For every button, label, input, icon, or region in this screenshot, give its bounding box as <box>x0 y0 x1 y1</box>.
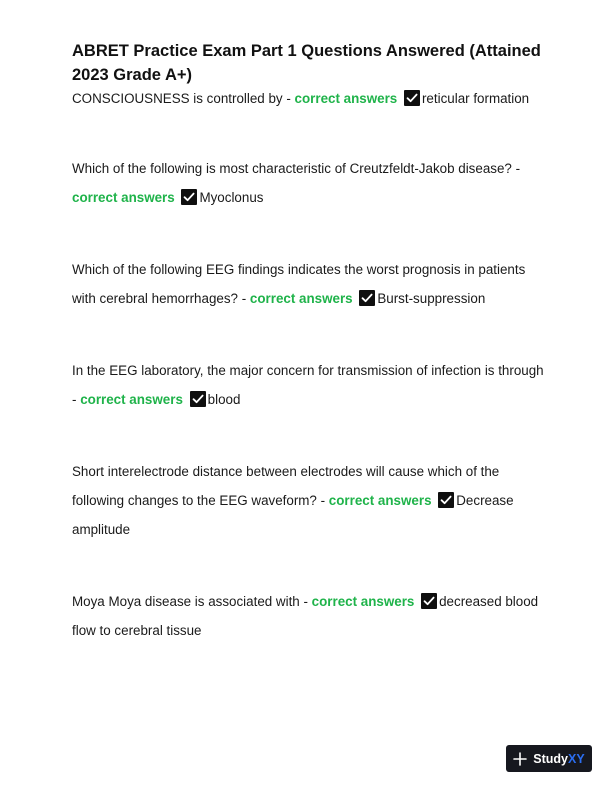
correct-answers-label: correct answers <box>72 190 175 205</box>
separator: - <box>237 291 250 306</box>
page-title: ABRET Practice Exam Part 1 Questions Answered (Attained 2023 Grade A+) <box>72 42 541 84</box>
answer-text: reticular formation <box>421 91 530 106</box>
check-icon <box>181 189 197 205</box>
separator: - <box>299 594 312 609</box>
answer-text: Myoclonus <box>199 190 264 205</box>
separator: - <box>511 161 521 176</box>
brand-name-xy: XY <box>568 751 585 766</box>
correct-answers-label: correct answers <box>249 291 353 306</box>
qa-item <box>72 457 550 544</box>
question-text: Which of the following EEG findings indicates the worst prognosis in patients with cerebral hemorrhages? <box>72 262 526 306</box>
question-text: Moya Moya disease is associated with <box>72 594 300 609</box>
question-text: CONSCIOUSNESS is controlled by <box>72 91 283 106</box>
brand-name-study: Study <box>533 751 569 766</box>
check-icon <box>438 492 454 508</box>
studyxy-badge[interactable] <box>506 745 592 772</box>
qa-item <box>72 587 550 645</box>
question-text: Short interelectrode distance between electrodes will cause which of the following changes to the EEG waveform? <box>72 464 500 508</box>
separator: - <box>72 392 81 407</box>
answer-text: blood <box>207 392 241 407</box>
check-icon <box>421 593 437 609</box>
check-icon <box>190 391 206 407</box>
answer-text: Burst-suppression <box>377 291 486 306</box>
correct-answers-label: correct answers <box>294 91 398 106</box>
qa-item <box>72 255 550 313</box>
answer-text: decreased blood flow to cerebral tissue <box>72 594 539 638</box>
qa-item <box>72 154 550 212</box>
correct-answers-label: correct answers <box>328 493 432 508</box>
correct-answers-label: correct answers <box>311 594 415 609</box>
qa-item <box>72 84 550 113</box>
check-icon <box>359 290 375 306</box>
separator: - <box>316 493 329 508</box>
answer-text: Decrease amplitude <box>72 493 514 537</box>
question-text: Which of the following is most characteristic of Creutzfeldt-Jakob disease? <box>72 161 512 176</box>
separator: - <box>282 91 295 106</box>
correct-answers-label: correct answers <box>80 392 183 407</box>
check-icon <box>404 90 420 106</box>
question-text: In the EEG laboratory, the major concern for transmission of infection is through <box>72 363 544 378</box>
plus-icon <box>513 752 527 766</box>
qa-item <box>72 356 550 414</box>
